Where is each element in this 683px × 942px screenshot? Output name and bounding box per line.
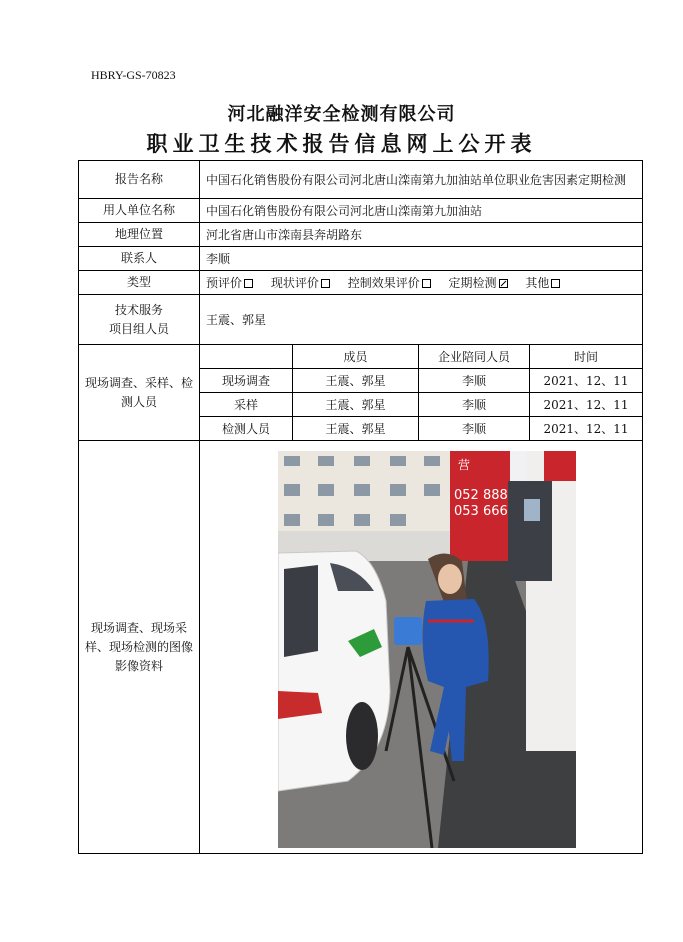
pump-screen [524,499,540,521]
pump-phone-1: 052 888 [454,488,508,503]
row-team [79,295,643,345]
type-option-pre-evaluation [206,276,253,290]
option-label: 预评价 [206,275,243,290]
team-label [79,295,200,345]
row-location [79,223,643,247]
report-name-value: 中国石化销售股份有限公司河北唐山滦南第九加油站单位职业危害因素定期检测 [200,161,643,199]
team-value: 王震、郭星 [200,295,643,345]
report-name-label: 报告名称 [79,161,200,199]
survey-escort: 李顺 [419,393,530,417]
survey-header-blank [200,345,293,369]
survey-date: 2021、12、11 [530,393,643,417]
row-type [79,271,643,295]
survey-role: 采样 [200,393,293,417]
type-option-status-evaluation [271,276,330,290]
detector-device [394,617,422,645]
pump-sign-text: 营 [458,458,471,472]
option-label: 现状评价 [270,275,319,290]
contact-label: 联系人 [79,247,200,271]
option-label: 控制效果评价 [347,275,420,290]
survey-members: 王震、郭星 [293,369,419,393]
pump-phone-2: 053 666 [454,504,508,519]
document-title: 职业卫生技术报告信息网上公开表 [146,131,537,156]
survey-escort: 李顺 [419,417,530,441]
survey-role: 检测人员 [200,417,293,441]
location-label: 地理位置 [79,223,200,247]
images-label: 现场调查、现场采样、现场检测的图像影像资料 [79,441,200,854]
car-window [284,565,318,657]
checkbox-icon [422,279,431,288]
survey-date: 2021、12、11 [530,417,643,441]
employer-label: 用人单位名称 [79,199,200,223]
survey-escort: 李顺 [419,369,530,393]
contact-value: 李顺 [200,247,643,271]
type-option-other [525,276,560,290]
survey-role: 现场调查 [200,369,293,393]
checkbox-icon [244,279,253,288]
type-option-control-effect [348,276,431,290]
company-name: 河北融洋安全检测有限公司 [227,104,456,125]
disclosure-table [78,160,643,854]
survey-header-date: 时间 [530,345,643,369]
survey-members: 王震、郭星 [293,417,419,441]
survey-members: 王震、郭星 [293,393,419,417]
type-label: 类型 [79,271,200,295]
survey-date: 2021、12、11 [530,369,643,393]
row-contact [79,247,643,271]
survey-header-row [79,345,643,369]
option-label: 其他 [525,275,550,290]
pump-red-panel [544,451,576,481]
survey-header-members: 成员 [293,345,419,369]
type-option-periodic-test [449,276,508,290]
photo-cell [200,441,643,854]
location-value: 河北省唐山市滦南县奔胡路东 [200,223,643,247]
document-id: HBRY-GS-70823 [91,68,176,82]
team-label-line2: 项目组人员 [108,321,169,336]
checkbox-icon [321,279,330,288]
survey-header-escort: 企业陪同人员 [419,345,530,369]
survey-label: 现场调查、采样、检测人员 [79,345,200,441]
type-options [200,271,643,295]
team-label-line1: 技术服务 [114,302,163,317]
option-label: 定期检测 [448,275,497,290]
site-photo [278,451,576,848]
employer-value: 中国石化销售股份有限公司河北唐山滦南第九加油站 [200,199,643,223]
row-employer [79,199,643,223]
row-images [79,441,643,854]
car-wheel [346,702,378,770]
checkbox-icon [551,279,560,288]
row-report-name [79,161,643,199]
checked-checkbox-icon [499,279,508,288]
worker-face [438,564,462,594]
pump-display [508,481,552,581]
